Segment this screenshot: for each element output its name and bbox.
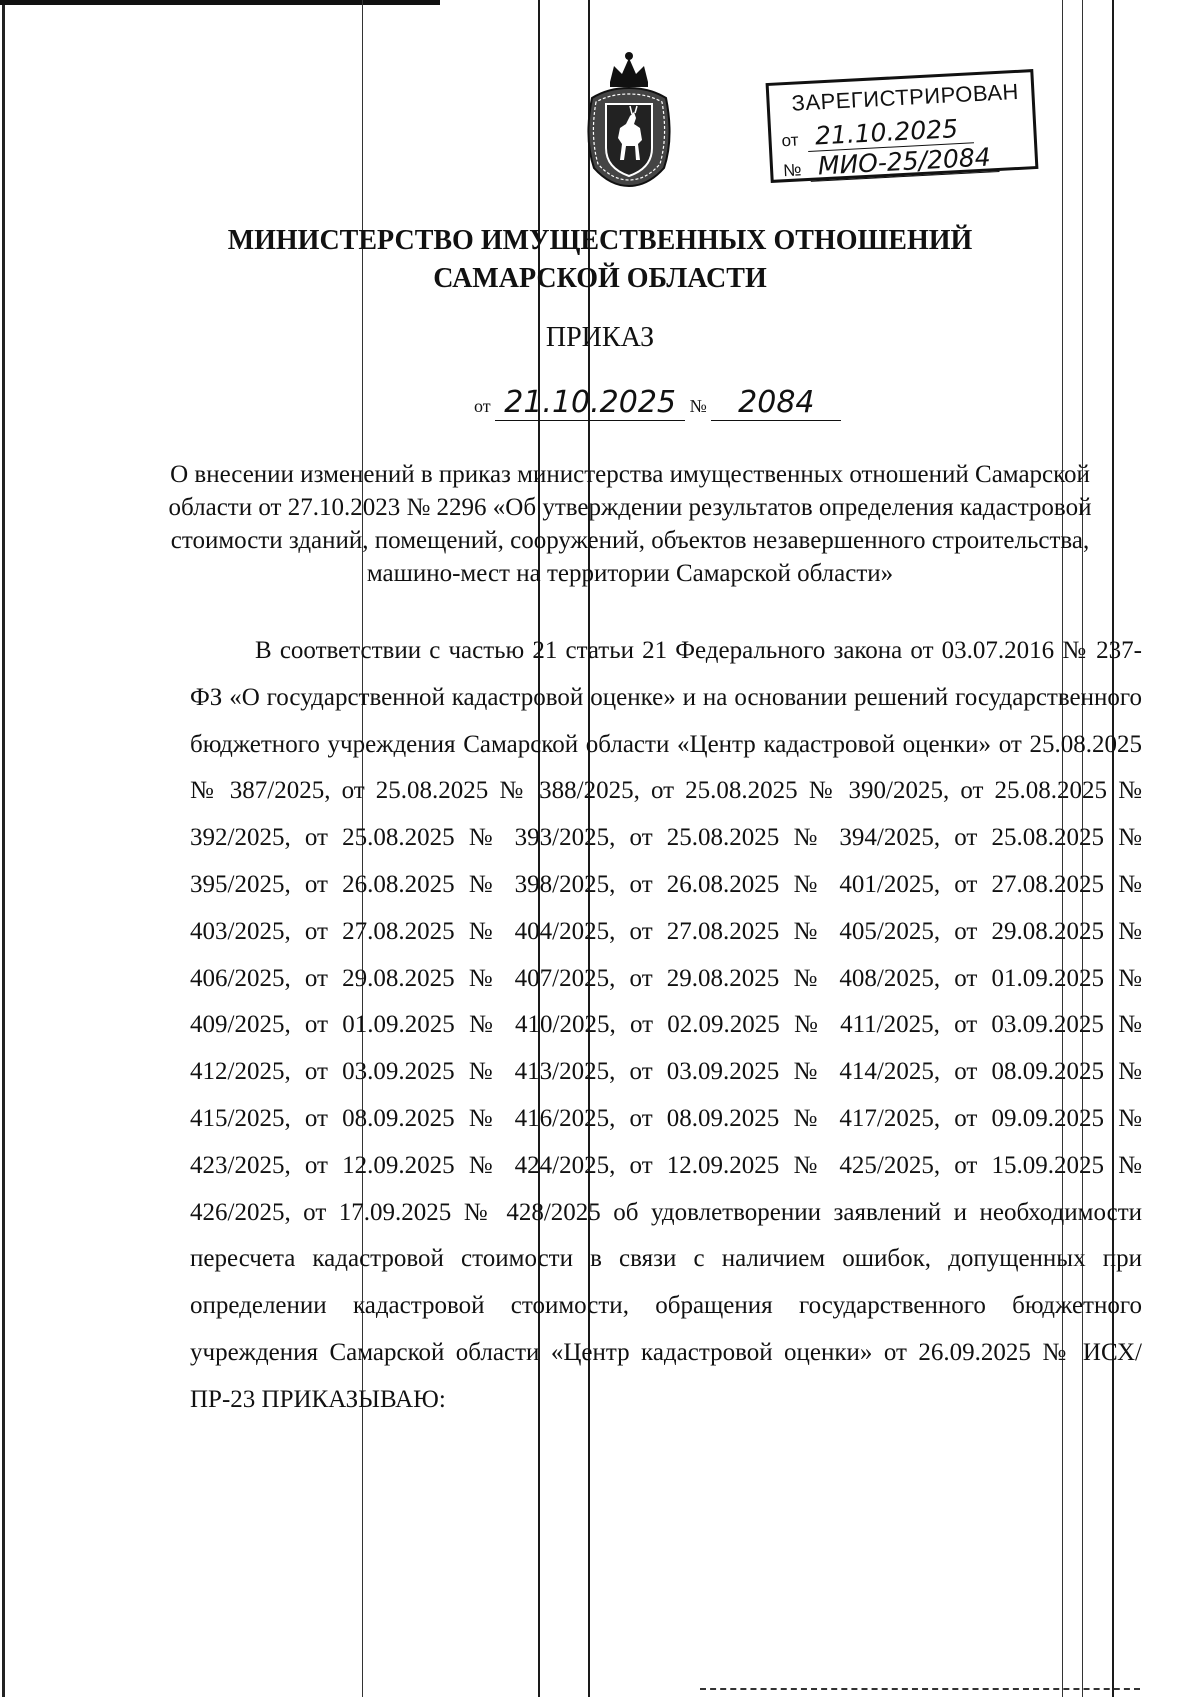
stamp-number-prefix: № (782, 160, 802, 181)
order-subject: О внесении изменений в приказ министерства имущественных отношений Самарской области от 27.10.2023 № 2296 «Об утверждении результатов определения кадастровой стоимости зданий, помещений, сооружений, объектов незавершенного строительства, машино-мест на территории Самарской области» (168, 461, 1092, 587)
doc-date-value: 21.10.2025 (495, 385, 685, 421)
doc-number-value: 2084 (711, 385, 841, 421)
stamp-date-prefix: от (781, 130, 799, 151)
coat-of-arms-emblem (580, 48, 678, 188)
stamp-number-value: МИО-25/2084 (809, 142, 999, 182)
doc-number-prefix: № (689, 396, 707, 416)
stamp-title: ЗАРЕГИСТРИРОВАН (791, 78, 1020, 116)
document-type: ПРИКАЗ (545, 322, 655, 353)
registration-stamp (766, 69, 1039, 183)
doc-date-prefix: от (474, 396, 491, 416)
ministry-line-2: САМАРСКОЙ ОБЛАСТИ (433, 263, 767, 294)
order-preamble: В соответствии с частью 21 статьи 21 Федерального закона от 03.07.2016 № 237-ФЗ «О государственной кадастровой оценке» и на основании решений государственного бюджетного учреждения Самарской области «Центр кадастровой оценки» от 25.08.2025 № 387/2025, от 25.08.2025 № 388/2025, от 25.08.2025 № 390/2025, от 25.08.2025 № 392/2025, от 25.08.2025 № 393/2025, от 25.08.2025 № 394/2025, от 25.08.2025 № 395/2025, от 26.08.2025 № 398/2025, от 26.08.2025 № 401/2025, от 27.08.2025 № 403/2025, от 27.08.2025 № 404/2025, от 27.08.2025 № 405/2025, от 29.08.2025 № 406/2025, от 29.08.2025 № 407/2025, от 29.08.2025 № 408/2025, от 01.09.2025 № 409/2025, от 01.09.2025 № 410/2025, от 02.09.2025 № 411/2025, от 03.09.2025 № 412/2025, от 03.09.2025 № 413/2025, от 03.09.2025 № 414/2025, от 08.09.2025 № 415/2025, от 08.09.2025 № 416/2025, от 08.09.2025 № 417/2025, от 09.09.2025 № 423/2025, от 12.09.2025 № 424/2025, от 12.09.2025 № 425/2025, от 15.09.2025 № 426/2025, от 17.09.2025 № 428/2025 об удовлетворении заявлений и необходимости пересчета кадастровой стоимости в связи с наличием ошибок, допущенных при определении кадастровой стоимости, обращения государственного бюджетного учреждения Самарской области «Центр кадастровой оценки» от 26.09.2025 № ИСХ/ПР-23 ПРИКАЗЫВАЮ: (190, 637, 1142, 1413)
ministry-title (0, 222, 1200, 298)
document-date-number (474, 385, 841, 421)
ministry-line-1: МИНИСТЕРСТВО ИМУЩЕСТВЕННЫХ ОТНОШЕНИЙ (227, 225, 973, 256)
stamp-date-value: 21.10.2025 (806, 113, 973, 152)
scan-top-line (0, 0, 440, 5)
scan-bottom-dashes (700, 1688, 1140, 1690)
